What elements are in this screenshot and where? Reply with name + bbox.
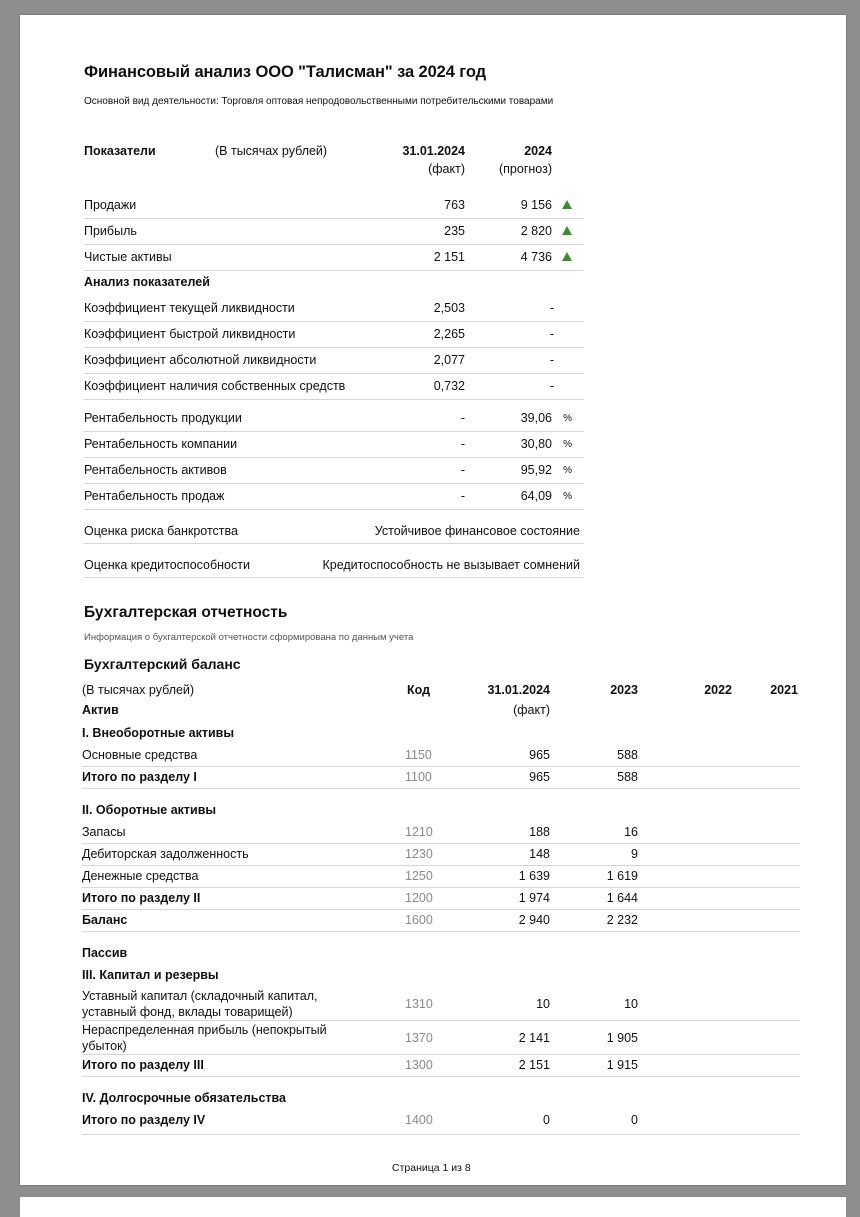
summary-header <box>84 143 584 193</box>
units-label: (В тысячах рублей) <box>82 683 195 697</box>
row-code: 1250 <box>405 869 433 883</box>
col-2021-header: 2021 <box>770 683 798 697</box>
accounting-info: Информация о бухгалтерской отчетности сформирована по данным учета <box>84 632 414 643</box>
row-label: Рентабельность активов <box>84 463 227 477</box>
fact-value: - <box>460 411 465 425</box>
value-2023: 1 619 <box>606 869 638 883</box>
fact-value: - <box>460 489 465 503</box>
up-arrow-icon <box>562 200 572 209</box>
ratio-row <box>84 296 584 322</box>
value-2024: 965 <box>529 770 550 784</box>
balance-row <box>82 987 800 1021</box>
summary-row-sales <box>84 193 584 219</box>
row-code: 1600 <box>405 913 433 927</box>
up-arrow-icon <box>562 226 572 235</box>
summary-row-profit <box>84 219 584 245</box>
fact-sub-header: (факт) <box>513 703 550 717</box>
ratio-row <box>84 322 584 348</box>
col-2023-header: 2023 <box>610 683 638 697</box>
row-label: Рентабельность продаж <box>84 489 225 503</box>
fact-date-header: 31.01.2024 <box>402 144 465 158</box>
row-label: Основные средства <box>82 748 198 762</box>
analysis-section-title <box>84 271 584 296</box>
row-label: Денежные средства <box>82 869 199 883</box>
row-code: 1200 <box>405 891 433 905</box>
next-page-edge <box>20 1197 846 1217</box>
row-label: Итого по разделу I <box>82 770 197 784</box>
value-2024: 148 <box>529 847 550 861</box>
value-2023: 1 905 <box>606 1031 638 1045</box>
fact-value: - <box>460 437 465 451</box>
balance-row-total <box>82 1055 800 1077</box>
forecast-sub-header: (прогноз) <box>498 162 552 176</box>
value-2023: 16 <box>624 825 638 839</box>
row-code: 1150 <box>405 748 432 762</box>
value-2023: 1 644 <box>606 891 638 905</box>
forecast-value: 30,80 <box>520 437 552 451</box>
liability-header <box>82 943 800 965</box>
balance-row-total <box>82 910 800 932</box>
row-code: 1210 <box>405 825 433 839</box>
col-2024-header: 31.01.2024 <box>487 683 550 697</box>
row-label: Рентабельность продукции <box>84 411 242 425</box>
forecast-value: 95,92 <box>520 463 552 477</box>
fact-value: 763 <box>444 198 465 212</box>
percent-unit: % <box>563 413 572 424</box>
fact-sub-header: (факт) <box>428 162 465 176</box>
row-label: Продажи <box>84 198 137 212</box>
fact-value: 2,265 <box>433 327 465 341</box>
row-label: Коэффициент наличия собственных средств <box>84 379 346 393</box>
balance-row <box>82 866 800 888</box>
balance-row <box>82 844 800 866</box>
forecast-year-header: 2024 <box>524 144 552 158</box>
activity-description: Основной вид деятельности: Торговля оптовая непродовольственными потребительскими товарами <box>84 96 554 107</box>
section-title <box>82 723 800 745</box>
section-title <box>82 800 800 822</box>
section-title-text: II. Оборотные активы <box>82 803 217 817</box>
ratio-row <box>84 348 584 374</box>
forecast-value: 2 820 <box>520 224 552 238</box>
value-2023: 588 <box>617 748 638 762</box>
row-label: Коэффициент абсолютной ликвидности <box>84 353 317 367</box>
row-label: Коэффициент текущей ликвидности <box>84 301 295 315</box>
row-label: Итого по разделу II <box>82 891 201 905</box>
document-page <box>20 15 846 1185</box>
value-2023: 0 <box>631 1113 638 1127</box>
evaluation-value: Кредитоспособность не вызывает сомнений <box>322 558 580 572</box>
row-label: Чистые активы <box>84 250 172 264</box>
row-label: Прибыль <box>84 224 137 238</box>
row-code: 1230 <box>405 847 433 861</box>
row-label: Рентабельность компании <box>84 437 238 451</box>
row-code: 1310 <box>405 997 433 1011</box>
row-label: Нераспределенная прибыль (непокрытый убыток) <box>82 1023 327 1053</box>
forecast-value: 4 736 <box>520 250 552 264</box>
bankruptcy-risk-row <box>84 518 584 544</box>
summary-table <box>84 143 584 578</box>
value-2023: 2 232 <box>606 913 638 927</box>
forecast-value: - <box>549 353 554 367</box>
creditworthiness-row <box>84 552 584 578</box>
value-2024: 188 <box>529 825 550 839</box>
evaluation-value: Устойчивое финансовое состояние <box>374 524 580 538</box>
balance-sheet-title: Бухгалтерский баланс <box>84 656 241 672</box>
fact-value: - <box>460 463 465 477</box>
value-2024: 1 974 <box>518 891 550 905</box>
forecast-value: 9 156 <box>520 198 552 212</box>
liability-label: Пассив <box>82 946 128 960</box>
row-label: Итого по разделу IV <box>82 1113 206 1127</box>
value-2024: 10 <box>536 997 550 1011</box>
forecast-value: 64,09 <box>520 489 552 503</box>
profitability-row <box>84 458 584 484</box>
section-title-text: III. Капитал и резервы <box>82 968 219 982</box>
summary-row-net-assets <box>84 245 584 271</box>
percent-unit: % <box>563 465 572 476</box>
profitability-row <box>84 406 584 432</box>
section-title <box>82 965 800 987</box>
profitability-row <box>84 484 584 510</box>
balance-row-total <box>82 767 800 789</box>
section-title-text: I. Внеоборотные активы <box>82 726 235 740</box>
row-label: Запасы <box>82 825 126 839</box>
forecast-value: - <box>549 379 554 393</box>
fact-value: 2,503 <box>433 301 465 315</box>
percent-unit: % <box>563 491 572 502</box>
ratio-row <box>84 374 584 400</box>
forecast-value: - <box>549 301 554 315</box>
value-2024: 2 151 <box>518 1058 550 1072</box>
asset-label: Актив <box>82 703 119 717</box>
section-title <box>82 1088 800 1110</box>
analysis-title-text: Анализ показателей <box>84 275 210 289</box>
section-title-text: IV. Долгосрочные обязательства <box>82 1091 286 1105</box>
row-label: Оценка кредитоспособности <box>84 558 250 572</box>
value-2024: 0 <box>543 1113 550 1127</box>
balance-row <box>82 822 800 844</box>
asset-header <box>82 702 800 723</box>
units-label: (В тысячах рублей) <box>215 144 328 158</box>
balance-row-total <box>82 888 800 910</box>
document-title: Финансовый анализ ООО "Талисман" за 2024 год <box>84 63 487 81</box>
balance-row-total <box>82 1110 800 1135</box>
row-code: 1100 <box>405 770 432 784</box>
forecast-value: 39,06 <box>520 411 552 425</box>
col-2022-header: 2022 <box>704 683 732 697</box>
fact-value: 2 151 <box>433 250 465 264</box>
row-code: 1300 <box>405 1058 433 1072</box>
fact-value: 0,732 <box>433 379 465 393</box>
value-2023: 9 <box>631 847 638 861</box>
value-2023: 588 <box>617 770 638 784</box>
balance-row <box>82 745 800 767</box>
balance-sheet-table <box>82 680 800 1135</box>
code-header: Код <box>407 683 431 697</box>
value-2024: 2 940 <box>518 913 550 927</box>
row-label: Баланс <box>82 913 128 927</box>
profitability-row <box>84 432 584 458</box>
row-label: Оценка риска банкротства <box>84 524 238 538</box>
up-arrow-icon <box>562 252 572 261</box>
fact-value: 2,077 <box>433 353 465 367</box>
indicators-header: Показатели <box>84 144 156 158</box>
accounting-section-title: Бухгалтерская отчетность <box>84 604 288 621</box>
row-label: Дебиторская задолженность <box>82 847 249 861</box>
balance-header <box>82 680 800 702</box>
value-2024: 965 <box>529 748 550 762</box>
row-label: Итого по разделу III <box>82 1058 204 1072</box>
row-label: Уставный капитал (складочный капитал, уставный фонд, вклады товарищей) <box>82 989 318 1019</box>
value-2023: 10 <box>624 997 638 1011</box>
page-indicator: Страница 1 из 8 <box>392 1162 471 1174</box>
row-code: 1370 <box>405 1031 433 1045</box>
balance-row <box>82 1021 800 1055</box>
value-2023: 1 915 <box>606 1058 638 1072</box>
row-label: Коэффициент быстрой ликвидности <box>84 327 296 341</box>
value-2024: 2 141 <box>518 1031 550 1045</box>
forecast-value: - <box>549 327 554 341</box>
row-code: 1400 <box>405 1113 433 1127</box>
fact-value: 235 <box>444 224 465 238</box>
percent-unit: % <box>563 439 572 450</box>
value-2024: 1 639 <box>518 869 550 883</box>
